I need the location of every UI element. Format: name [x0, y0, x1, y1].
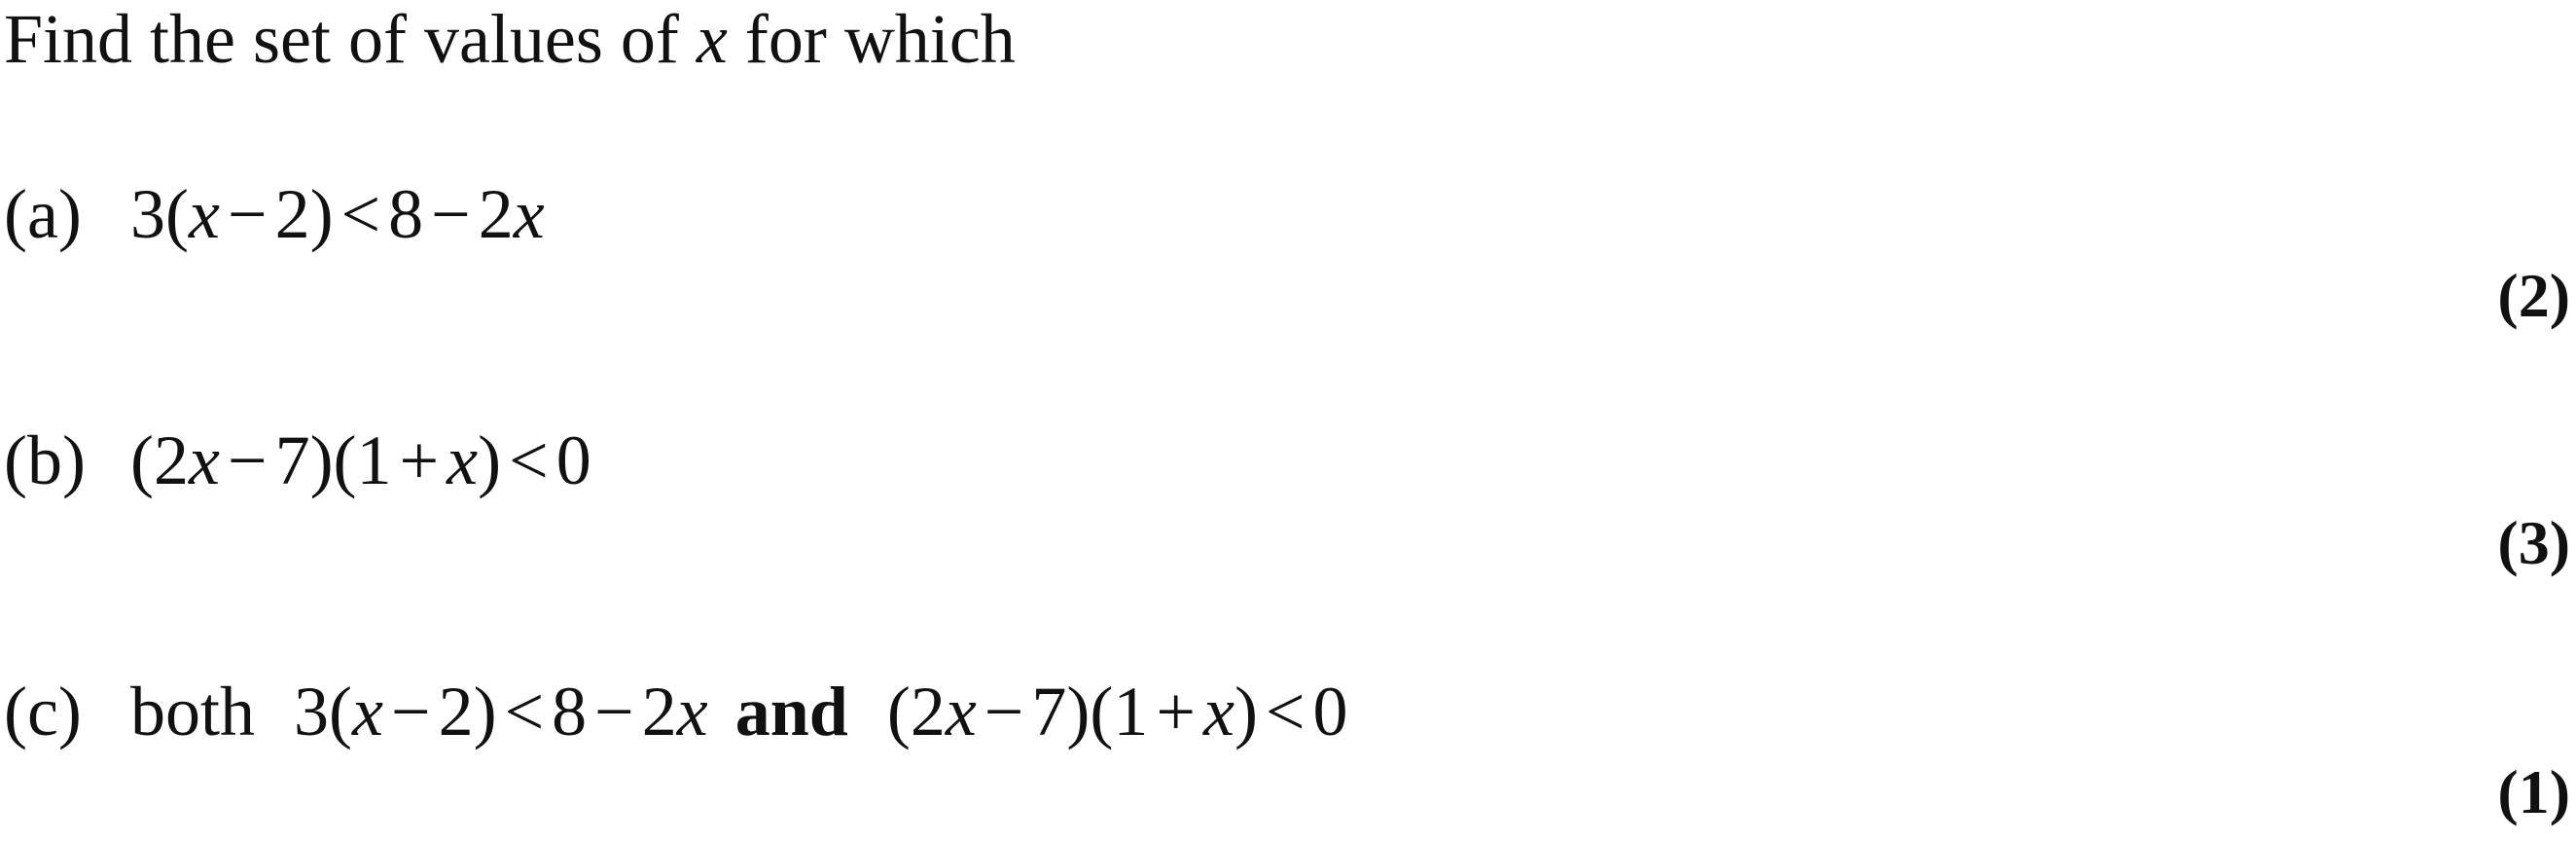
- part-c-marks: (1): [2497, 757, 2570, 826]
- part-c-word-and: and: [734, 673, 848, 750]
- part-c-expression-1: 3(x − 2) < 8 − 2x: [294, 673, 708, 750]
- part-a-expression: 3(x − 2) < 8 − 2x: [130, 175, 545, 253]
- question-intro: [4, 0, 1016, 78]
- part-c: [4, 673, 1348, 750]
- part-b: [4, 421, 591, 499]
- part-c-label: (c): [4, 673, 82, 750]
- part-b-expression: (2x − 7)(1 + x) < 0: [130, 421, 591, 499]
- intro-variable: x: [696, 0, 728, 78]
- part-c-expression-2: (2x − 7)(1 + x) < 0: [886, 673, 1348, 750]
- part-a-label: (a): [4, 175, 82, 253]
- part-a: [4, 175, 545, 253]
- intro-text-after: for which: [727, 0, 1016, 78]
- part-c-word-both: both: [130, 673, 256, 750]
- part-b-marks: (3): [2497, 508, 2570, 577]
- intro-text-before: Find the set of values of: [4, 0, 697, 78]
- part-b-label: (b): [4, 421, 86, 499]
- part-a-marks: (2): [2497, 261, 2570, 330]
